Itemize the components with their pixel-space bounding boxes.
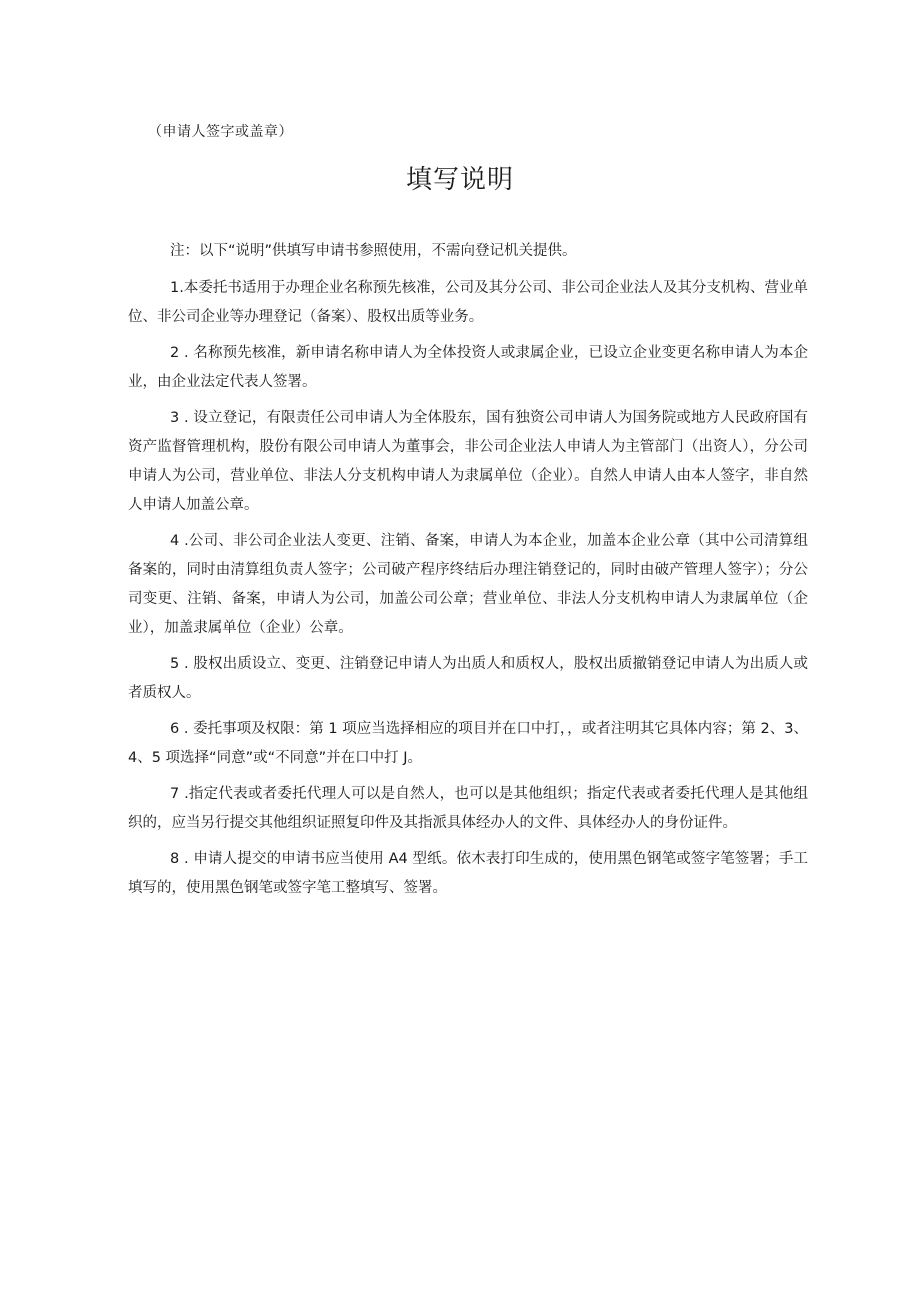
instruction-item-7: 7 .指定代表或者委托代理人可以是自然人，也可以是其他组织；指定代表或者委托代理人是其他组织的，应当另行提交其他组织证照复印件及其指派具体经办人的文件、具体经办人的身份证件。 [128, 786, 808, 831]
signature-note: （申请人签字或盖章） [148, 124, 293, 140]
page-title: 填写说明 [405, 165, 514, 195]
instruction-item-4: 4 .公司、非公司企业法人变更、注销、备案，申请人为本企业，加盖本企业公章（其中公司清算组备案的，同时由清算组负责人签字；公司破产程序终结后办理注销登记的，同时由破产管理人签字）；分公司变更、注销、备案，申请人为公司，加盖公司公章；营业单位、非法人分支机构申请人为隶属单位（企业），加盖隶属单位（企业）公章。 [128, 533, 808, 636]
instruction-item-2: 2 . 名称预先核准，新申请名称申请人为全体投资人或隶属企业，已设立企业变更名称申请人为本企业，由企业法定代表人签署。 [128, 345, 808, 390]
note-paragraph: 注：以下“说明”供填写申请书参照使用，不需向登记机关提供。 [170, 243, 577, 259]
instruction-item-8: 8 . 申请人提交的申请书应当使用 A4 型纸。依木表打印生成的，使用黑色钢笔或签字笔签署；手工填写的，使用黑色钢笔或签字笔工整填写、签署。 [128, 851, 808, 896]
instruction-item-1: 1.本委托书适用于办理企业名称预先核准，公司及其分公司、非公司企业法人及其分支机构、营业单位、非公司企业等办理登记（备案）、股权出质等业务。 [128, 280, 808, 325]
instructions-body [128, 237, 808, 910]
instruction-item-5: 5 . 股权出质设立、变更、注销登记申请人为出质人和质权人，股权出质撤销登记申请人为出质人或者质权人。 [128, 656, 808, 701]
instruction-item-3: 3 . 设立登记，有限责任公司申请人为全体股东，国有独资公司申请人为国务院或地方人民政府国有资产监督管理机构，股份有限公司申请人为董事会，非公司企业法人申请人为主管部门（出资人），分公司申请人为公司，营业单位、非法人分支机构申请人为隶属单位（企业）。自然人申请人由本人签字，非自然人申请人加盖公章。 [128, 410, 808, 513]
instruction-item-6: 6 . 委托事项及权限：第 1 项应当选择相应的项目并在口中打，，或者注明其它具体内容；第 2、3、4、5 项选择“同意”或“不同意”并在口中打 J。 [128, 721, 808, 766]
